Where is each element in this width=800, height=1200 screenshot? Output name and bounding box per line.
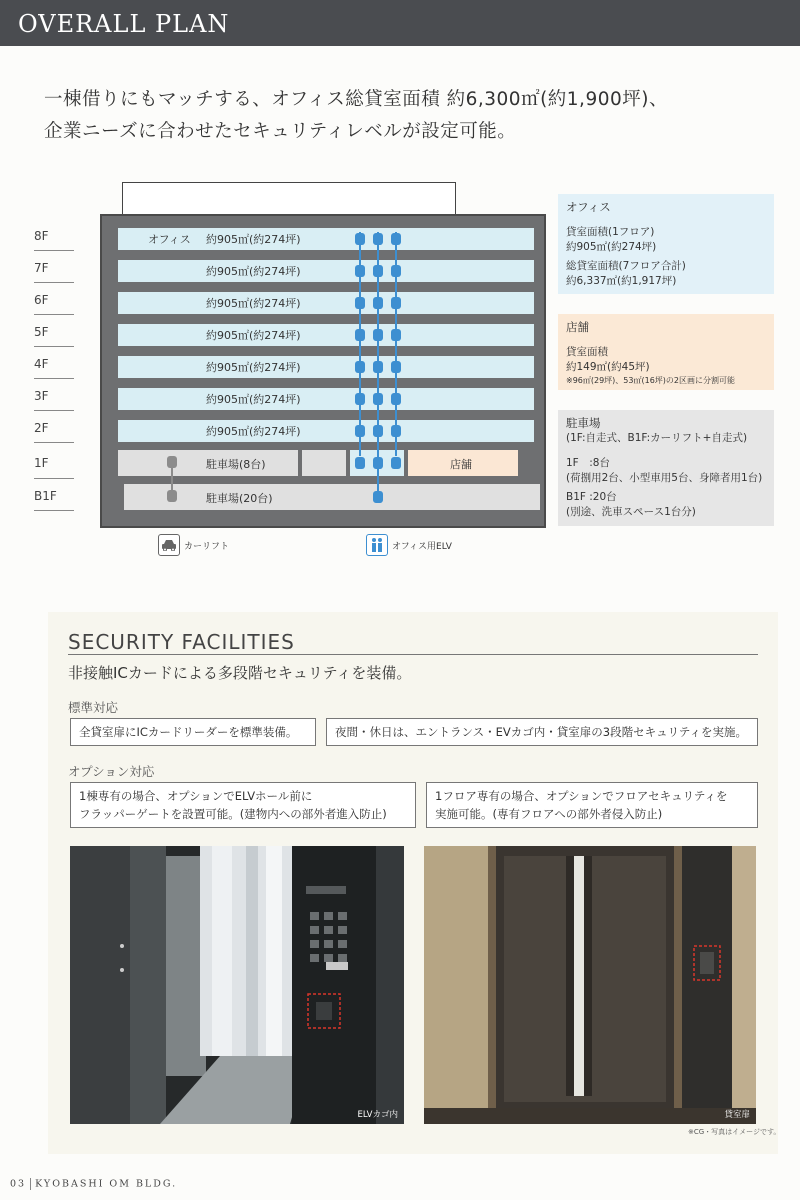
elevator-stop-icon	[355, 457, 365, 469]
info-office-line: 約905㎡(約274坪)	[566, 241, 657, 253]
rooftop-structure	[122, 182, 456, 216]
info-office-title: オフィス	[566, 200, 611, 214]
header-band	[0, 0, 800, 46]
info-parking-line: B1F :20台	[566, 491, 617, 503]
image-note: ※CG・写真はイメージです。	[688, 1128, 781, 1136]
elevator-stop-icon	[373, 425, 383, 437]
basement-parking-label: 駐車場(20台)	[206, 492, 273, 505]
ground-service-area	[302, 450, 346, 476]
security-lead: 非接触ICカードによる多段階セキュリティを装備。	[68, 664, 412, 682]
car-icon	[158, 534, 180, 556]
floor-2f	[118, 420, 534, 442]
floor-area: 約905㎡(約274坪)	[206, 265, 301, 278]
footer	[10, 1178, 177, 1190]
floor-area: 約905㎡(約274坪)	[206, 425, 301, 438]
info-parking-line: 1F :8台	[566, 457, 610, 469]
elevator-stop-icon	[373, 491, 383, 503]
info-box-office	[558, 194, 774, 294]
floor-label-7f: 7F	[34, 261, 49, 275]
elevator-stop-icon	[355, 233, 365, 245]
floor-label-3f: 3F	[34, 389, 49, 403]
floor-label-6f: 6F	[34, 293, 49, 307]
floor-label-4f: 4F	[34, 357, 49, 371]
info-parking-title: 駐車場	[566, 416, 601, 430]
shop-area	[408, 450, 518, 476]
info-office-line: 総貸室面積(7フロア合計)	[566, 260, 686, 272]
elevator-stop-icon	[355, 297, 365, 309]
elevator-stop-icon	[391, 297, 401, 309]
elevator-stop-icon	[373, 393, 383, 405]
headline	[44, 84, 668, 148]
elevator-stop-icon	[391, 425, 401, 437]
elevator-stop-icon	[373, 329, 383, 341]
office-door-photo	[424, 846, 756, 1124]
elevator-stop-icon	[373, 233, 383, 245]
floor-divider	[34, 250, 74, 251]
floor-divider	[34, 410, 74, 411]
option-label: オプション対応	[68, 764, 155, 779]
shop-label: 店舗	[450, 458, 472, 471]
floor-divider	[34, 378, 74, 379]
ground-parking-area	[118, 450, 298, 476]
legend-office-elv-label: オフィス用ELV	[392, 541, 452, 552]
headline-line-1: 一棟借りにもマッチする、オフィス総貸室面積 約6,300㎡(約1,900坪)、	[44, 89, 668, 110]
standard-label: 標準対応	[68, 700, 119, 715]
option-box-1	[70, 782, 416, 828]
info-parking-line: (荷捌用2台、小型車用5台、身障者用1台)	[566, 472, 763, 484]
building-frame	[100, 214, 546, 528]
option-1-line: フラッパーゲートを設置可能。(建物内への部外者進入防止)	[79, 807, 387, 821]
security-title: SECURITY FACILITIES	[68, 630, 295, 654]
elevator-stop-icon	[355, 425, 365, 437]
elevator-interior-photo	[70, 846, 404, 1124]
floor-4f	[118, 356, 534, 378]
basement-parking-area	[124, 484, 540, 510]
option-1-line: 1棟専有の場合、オプションでELVホール前に	[79, 789, 313, 803]
floor-3f	[118, 388, 534, 410]
info-shop-line: 貸室面積	[566, 346, 608, 358]
ground-parking-label: 駐車場(8台)	[206, 458, 266, 471]
elevator-stop-icon	[373, 265, 383, 277]
office-door-image	[424, 846, 756, 1124]
floor-divider	[34, 510, 74, 511]
standard-box-2: 夜間・休日は、エントランス・EVカゴ内・貸室扉の3段階セキュリティを実施。	[326, 718, 758, 746]
floor-label-8f: 8F	[34, 229, 49, 243]
info-box-shop	[558, 314, 774, 390]
elevator-stop-icon	[355, 329, 365, 341]
elevator-stop-icon	[391, 361, 401, 373]
legend-car-lift	[158, 534, 229, 556]
floor-area: 約905㎡(約274坪)	[206, 329, 301, 342]
floor-label-b1f: B1F	[34, 489, 57, 503]
elevator-icon	[366, 534, 388, 556]
building-name: KYOBASHI OM BLDG.	[35, 1178, 178, 1190]
door-photo-caption: 貸室扉	[724, 1110, 750, 1120]
floor-divider	[34, 282, 74, 283]
floor-divider	[34, 314, 74, 315]
elevator-stop-icon	[391, 457, 401, 469]
info-box-parking	[558, 410, 774, 526]
option-2-line: 1フロア専有の場合、オプションでフロアセキュリティを	[435, 789, 728, 803]
floor-area: 約905㎡(約274坪)	[206, 361, 301, 374]
info-shop-note: ※96㎡(29坪)、53㎡(16坪)の2区画に分割可能	[566, 376, 735, 385]
elevator-stop-icon	[391, 393, 401, 405]
elevator-stop-icon	[355, 361, 365, 373]
info-parking-line: (別途、洗車スペース1台分)	[566, 506, 696, 518]
page-title: OVERALL PLAN	[18, 10, 230, 38]
building-section-diagram	[100, 182, 546, 528]
elevator-stop-icon	[391, 265, 401, 277]
floor-5f	[118, 324, 534, 346]
headline-line-2: 企業ニーズに合わせたセキュリティレベルが設定可能。	[44, 121, 517, 142]
standard-box-1: 全貸室扉にICカードリーダーを標準装備。	[70, 718, 316, 746]
floor-7f	[118, 260, 534, 282]
info-shop-line: 約149㎡(約45坪)	[566, 361, 650, 373]
elevator-stop-icon	[391, 233, 401, 245]
elevator-stop-icon	[355, 265, 365, 277]
elevator-interior-image	[70, 846, 404, 1124]
floor-8f	[118, 228, 534, 250]
elevator-stop-icon	[373, 297, 383, 309]
elevator-stop-icon	[391, 329, 401, 341]
floor-label-5f: 5F	[34, 325, 49, 339]
option-2-line: 実施可能。(専有フロアへの部外者侵入防止)	[435, 807, 663, 821]
floor-area: 約905㎡(約274坪)	[206, 297, 301, 310]
floor-divider	[34, 442, 74, 443]
floor-label-2f: 2F	[34, 421, 49, 435]
floor-label-1f: 1F	[34, 456, 49, 470]
legend-office-elv	[366, 534, 452, 556]
floor-divider	[34, 478, 74, 479]
elevator-photo-caption: ELVカゴ内	[357, 1110, 398, 1120]
elevator-stop-icon	[373, 457, 383, 469]
car-lift-icon	[167, 490, 177, 502]
info-parking-subtitle: (1F:自走式、B1F:カーリフト+自走式)	[566, 432, 748, 444]
elevator-stop-icon	[373, 361, 383, 373]
floor-divider	[34, 346, 74, 347]
info-office-line: 貸室面積(1フロア)	[566, 226, 655, 238]
option-box-2	[426, 782, 758, 828]
elevator-stop-icon	[355, 393, 365, 405]
legend-car-lift-label: カーリフト	[184, 541, 230, 552]
floor-area: 約905㎡(約274坪)	[206, 233, 301, 246]
footer-separator	[30, 1178, 31, 1190]
car-lift-icon	[167, 456, 177, 468]
floor-use: オフィス	[148, 233, 191, 246]
floor-6f	[118, 292, 534, 314]
info-office-line: 約6,337㎡(約1,917坪)	[566, 275, 677, 287]
page-number: 03	[10, 1178, 27, 1190]
security-rule	[68, 654, 758, 655]
info-shop-title: 店舗	[566, 320, 589, 334]
floor-area: 約905㎡(約274坪)	[206, 393, 301, 406]
